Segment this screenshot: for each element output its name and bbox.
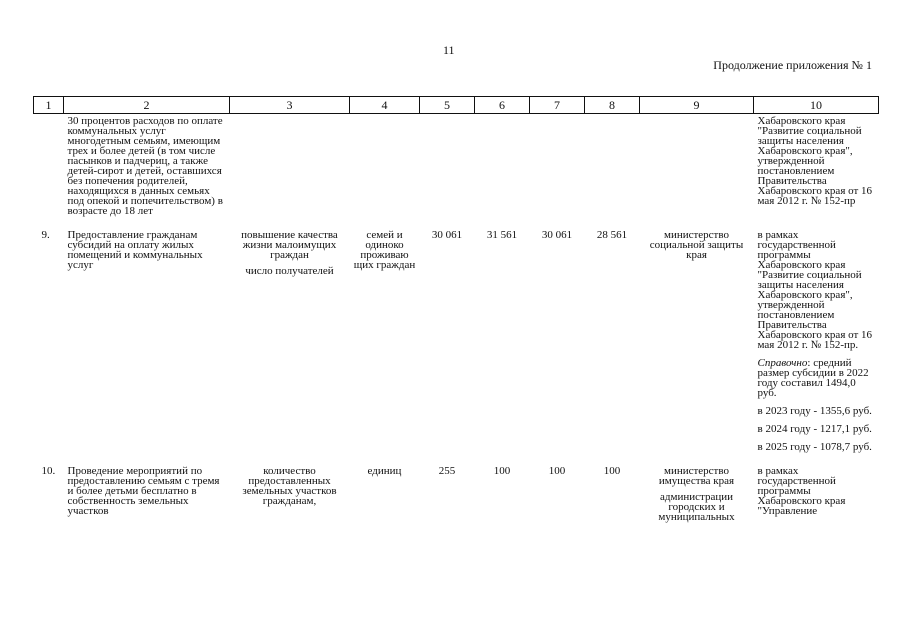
row9-note-cell [754, 224, 879, 460]
row10-executor-cell [640, 460, 754, 530]
row9-reference [758, 358, 875, 398]
header-col-7: 7 [530, 97, 585, 114]
header-row [34, 97, 879, 114]
row9-indicator: повышение качества жизни малоимущих граждан [241, 229, 338, 261]
cell-empty [585, 114, 640, 225]
header-col-2: 2 [64, 97, 230, 114]
row10-measure: Проведение мероприятий по предоставлению семьям с тремя и более детьми бесплатно в собственность земельных участков [67, 465, 220, 517]
continued-note-text: Хабаровского края "Развитие социальной защиты населения Хабаровского края", утвержденной постановлением Правительства Хабаровского края от 16 мая 2012 г. № 152-пр [757, 115, 873, 207]
row9-indicator-sub: число получателей [245, 265, 334, 277]
row10-value-8: 100 [603, 465, 621, 477]
cell-empty [420, 114, 475, 225]
row9-value-5: 30 061 [431, 229, 463, 241]
row10-value-7: 100 [548, 465, 566, 477]
continued-measure-text: 30 процентов расходов по оплате коммунальных услуг многодетным семьям, имеющим трех и более детей (в том числе пасынков и падчериц, а также детей-сирот и детей, оставшихся без попечения родителей, находящихся в данных семьях под опекой и попечительством) в возрасте до 18 лет [67, 115, 223, 217]
page-number: 11 [443, 43, 455, 57]
header-col-6: 6 [475, 97, 530, 114]
cell-empty [530, 114, 585, 225]
header-col-8: 8 [585, 97, 640, 114]
row9-executor: министерство социальной защиты края [649, 229, 744, 261]
header-col-3: 3 [230, 97, 350, 114]
row9-value-6: 31 561 [486, 229, 518, 241]
appendix-table [33, 96, 879, 530]
row9-reference-text: : средний размер субсидии в 2022 году составил 1494,0 руб. [757, 357, 869, 399]
row10-executor-2: администрации городских и муниципальных [658, 491, 735, 523]
row9-value-8: 28 561 [596, 229, 628, 241]
row10-indicator: количество предоставленных земельных участков гражданам, [242, 465, 337, 507]
row9-number: 9. [41, 229, 50, 241]
table-row-9 [34, 224, 879, 460]
continuation-label: Продолжение приложения № 1 [713, 58, 872, 72]
cell-empty [34, 114, 64, 225]
row9-reference-2025: в 2025 году - 1078,7 руб. [757, 441, 872, 453]
row9-value-7: 30 061 [541, 229, 573, 241]
cell-empty [640, 114, 754, 225]
cell-empty [350, 114, 420, 225]
row9-reference-2024: в 2024 году - 1217,1 руб. [757, 423, 872, 435]
row9-note: в рамках государственной программы Хабаровского края "Развитие социальной защиты населения Хабаровского края", утвержденной постановлением Правительства Хабаровского края от 16 мая 2012 г. № 152-пр. [757, 229, 873, 351]
cell-empty [475, 114, 530, 225]
header-col-1: 1 [34, 97, 64, 114]
row10-value-5: 255 [438, 465, 456, 477]
table-row-continued [34, 114, 879, 225]
row10-executor: министерство имущества края [658, 465, 735, 487]
row9-indicator-cell [230, 224, 350, 460]
header-col-10: 10 [754, 97, 879, 114]
row10-note: в рамках государственной программы Хабаровского края "Управление [757, 465, 846, 517]
cell-empty [230, 114, 350, 225]
table-row-10 [34, 460, 879, 530]
row10-unit: единиц [367, 465, 402, 477]
row9-reference-label: Справочно [757, 357, 808, 369]
row9-reference-2023: в 2023 году - 1355,6 руб. [757, 405, 872, 417]
header-col-5: 5 [420, 97, 475, 114]
header-col-4: 4 [350, 97, 420, 114]
header-col-9: 9 [640, 97, 754, 114]
row9-unit: семей и одиноко проживаю щих граждан [353, 229, 416, 271]
appendix-table-container [33, 96, 878, 530]
row10-number: 10. [41, 465, 56, 477]
row9-measure: Предоставление гражданам субсидий на оплату жилых помещений и коммунальных услуг [67, 229, 203, 271]
row10-value-6: 100 [493, 465, 511, 477]
